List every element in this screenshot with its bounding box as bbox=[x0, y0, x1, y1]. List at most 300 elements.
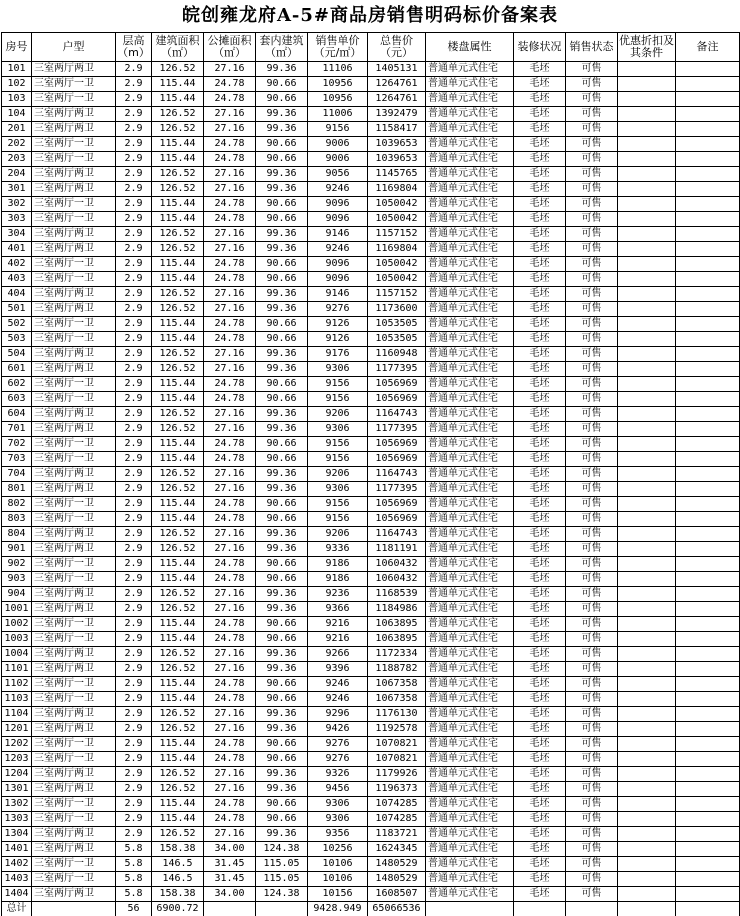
building-area-cell: 126.52 bbox=[152, 662, 204, 677]
remark-cell bbox=[676, 152, 740, 167]
property-type-cell: 普通单元式住宅 bbox=[426, 482, 514, 497]
inner-area-cell: 124.38 bbox=[256, 887, 308, 902]
layout-cell: 三室两厅一卫 bbox=[32, 752, 116, 767]
sale-status-cell: 可售 bbox=[566, 422, 618, 437]
discount-cell bbox=[618, 137, 676, 152]
floor-height-cell: 2.9 bbox=[116, 752, 152, 767]
decoration-cell: 毛坯 bbox=[514, 437, 566, 452]
inner-area-cell: 90.66 bbox=[256, 497, 308, 512]
unit-price-cell: 9096 bbox=[308, 272, 368, 287]
decoration-cell: 毛坯 bbox=[514, 122, 566, 137]
shared-area-cell: 24.78 bbox=[204, 737, 256, 752]
layout-cell: 三室两厅两卫 bbox=[32, 662, 116, 677]
remark-cell bbox=[676, 767, 740, 782]
floor-height-cell: 2.9 bbox=[116, 302, 152, 317]
unit-price-cell: 9246 bbox=[308, 182, 368, 197]
decoration-cell: 毛坯 bbox=[514, 317, 566, 332]
layout-cell: 三室两厅一卫 bbox=[32, 632, 116, 647]
building-area-cell: 115.44 bbox=[152, 812, 204, 827]
floor-height-cell: 2.9 bbox=[116, 392, 152, 407]
property-type-cell: 普通单元式住宅 bbox=[426, 167, 514, 182]
table-row bbox=[2, 497, 740, 512]
remark-cell bbox=[676, 377, 740, 392]
property-type-cell: 普通单元式住宅 bbox=[426, 92, 514, 107]
decoration-cell: 毛坯 bbox=[514, 857, 566, 872]
total-cell bbox=[256, 902, 308, 916]
inner-area-cell: 90.66 bbox=[256, 632, 308, 647]
sale-status-cell: 可售 bbox=[566, 677, 618, 692]
floor-height-cell: 2.9 bbox=[116, 362, 152, 377]
total-price-cell: 1160948 bbox=[368, 347, 426, 362]
decoration-cell: 毛坯 bbox=[514, 452, 566, 467]
sale-status-cell: 可售 bbox=[566, 437, 618, 452]
sale-status-cell: 可售 bbox=[566, 737, 618, 752]
room-number-cell: 1304 bbox=[2, 827, 32, 842]
room-number-cell: 503 bbox=[2, 332, 32, 347]
inner-area-cell: 99.36 bbox=[256, 107, 308, 122]
discount-cell bbox=[618, 152, 676, 167]
room-number-cell: 804 bbox=[2, 527, 32, 542]
total-price-cell: 1405131 bbox=[368, 62, 426, 77]
discount-cell bbox=[618, 752, 676, 767]
total-price-cell: 1157152 bbox=[368, 287, 426, 302]
remark-cell bbox=[676, 227, 740, 242]
unit-price-cell: 9006 bbox=[308, 152, 368, 167]
layout-cell: 三室两厅两卫 bbox=[32, 482, 116, 497]
col-header-total-price: 总售价（元） bbox=[368, 33, 426, 62]
total-price-cell: 1168539 bbox=[368, 587, 426, 602]
remark-cell bbox=[676, 827, 740, 842]
decoration-cell: 毛坯 bbox=[514, 872, 566, 887]
total-label: 总计 bbox=[2, 902, 32, 916]
room-number-cell: 1103 bbox=[2, 692, 32, 707]
shared-area-cell: 24.78 bbox=[204, 617, 256, 632]
total-price-cell: 1050042 bbox=[368, 257, 426, 272]
unit-price-cell: 9246 bbox=[308, 677, 368, 692]
sale-status-cell: 可售 bbox=[566, 632, 618, 647]
remark-cell bbox=[676, 182, 740, 197]
table-row bbox=[2, 392, 740, 407]
discount-cell bbox=[618, 812, 676, 827]
inner-area-cell: 99.36 bbox=[256, 302, 308, 317]
total-price-cell: 1063895 bbox=[368, 632, 426, 647]
col-header-unit-price: 销售单价（元/㎡） bbox=[308, 33, 368, 62]
decoration-cell: 毛坯 bbox=[514, 527, 566, 542]
room-number-cell: 302 bbox=[2, 197, 32, 212]
unit-price-cell: 9306 bbox=[308, 797, 368, 812]
building-area-cell: 115.44 bbox=[152, 437, 204, 452]
building-area-cell: 126.52 bbox=[152, 122, 204, 137]
building-area-cell: 115.44 bbox=[152, 257, 204, 272]
layout-cell: 三室两厅两卫 bbox=[32, 782, 116, 797]
shared-area-cell: 27.16 bbox=[204, 167, 256, 182]
property-type-cell: 普通单元式住宅 bbox=[426, 842, 514, 857]
shared-area-cell: 27.16 bbox=[204, 662, 256, 677]
remark-cell bbox=[676, 872, 740, 887]
inner-area-cell: 99.36 bbox=[256, 347, 308, 362]
decoration-cell: 毛坯 bbox=[514, 572, 566, 587]
table-row bbox=[2, 842, 740, 857]
col-header-decoration: 装修状况 bbox=[514, 33, 566, 62]
col-header-building-area: 建筑面积（㎡） bbox=[152, 33, 204, 62]
floor-height-cell: 2.9 bbox=[116, 287, 152, 302]
total-cell bbox=[32, 902, 116, 916]
table-row bbox=[2, 407, 740, 422]
inner-area-cell: 90.66 bbox=[256, 317, 308, 332]
layout-cell: 三室两厅一卫 bbox=[32, 137, 116, 152]
room-number-cell: 103 bbox=[2, 92, 32, 107]
discount-cell bbox=[618, 827, 676, 842]
total-building-area: 6900.72 bbox=[152, 902, 204, 916]
discount-cell bbox=[618, 542, 676, 557]
discount-cell bbox=[618, 332, 676, 347]
floor-height-cell: 2.9 bbox=[116, 122, 152, 137]
shared-area-cell: 27.16 bbox=[204, 782, 256, 797]
discount-cell bbox=[618, 872, 676, 887]
sale-status-cell: 可售 bbox=[566, 467, 618, 482]
col-header-remark: 备注 bbox=[676, 33, 740, 62]
room-number-cell: 603 bbox=[2, 392, 32, 407]
unit-price-cell: 10956 bbox=[308, 92, 368, 107]
unit-price-cell: 9156 bbox=[308, 452, 368, 467]
table-row bbox=[2, 542, 740, 557]
remark-cell bbox=[676, 332, 740, 347]
sale-status-cell: 可售 bbox=[566, 62, 618, 77]
building-area-cell: 126.52 bbox=[152, 362, 204, 377]
total-cell bbox=[676, 902, 740, 916]
shared-area-cell: 27.16 bbox=[204, 527, 256, 542]
discount-cell bbox=[618, 887, 676, 902]
discount-cell bbox=[618, 317, 676, 332]
building-area-cell: 115.44 bbox=[152, 272, 204, 287]
layout-cell: 三室两厅一卫 bbox=[32, 497, 116, 512]
shared-area-cell: 31.45 bbox=[204, 872, 256, 887]
sale-status-cell: 可售 bbox=[566, 122, 618, 137]
col-header-layout: 户型 bbox=[32, 33, 116, 62]
unit-price-cell: 9156 bbox=[308, 512, 368, 527]
shared-area-cell: 24.78 bbox=[204, 797, 256, 812]
building-area-cell: 146.5 bbox=[152, 857, 204, 872]
unit-price-cell: 11006 bbox=[308, 107, 368, 122]
table-row bbox=[2, 227, 740, 242]
room-number-cell: 802 bbox=[2, 497, 32, 512]
floor-height-cell: 2.9 bbox=[116, 662, 152, 677]
remark-cell bbox=[676, 722, 740, 737]
building-area-cell: 126.52 bbox=[152, 707, 204, 722]
total-cell bbox=[514, 902, 566, 916]
inner-area-cell: 115.05 bbox=[256, 857, 308, 872]
total-price-cell: 1039653 bbox=[368, 137, 426, 152]
total-price-cell: 1179926 bbox=[368, 767, 426, 782]
property-type-cell: 普通单元式住宅 bbox=[426, 662, 514, 677]
remark-cell bbox=[676, 707, 740, 722]
discount-cell bbox=[618, 482, 676, 497]
decoration-cell: 毛坯 bbox=[514, 212, 566, 227]
total-floor-height: 56 bbox=[116, 902, 152, 916]
shared-area-cell: 27.16 bbox=[204, 542, 256, 557]
shared-area-cell: 27.16 bbox=[204, 707, 256, 722]
decoration-cell: 毛坯 bbox=[514, 887, 566, 902]
unit-price-cell: 9186 bbox=[308, 557, 368, 572]
layout-cell: 三室两厅两卫 bbox=[32, 407, 116, 422]
remark-cell bbox=[676, 437, 740, 452]
total-price-cell: 1196373 bbox=[368, 782, 426, 797]
discount-cell bbox=[618, 407, 676, 422]
building-area-cell: 115.44 bbox=[152, 737, 204, 752]
decoration-cell: 毛坯 bbox=[514, 92, 566, 107]
shared-area-cell: 27.16 bbox=[204, 287, 256, 302]
table-row bbox=[2, 182, 740, 197]
table-row bbox=[2, 467, 740, 482]
total-price-cell: 1050042 bbox=[368, 197, 426, 212]
discount-cell bbox=[618, 692, 676, 707]
total-price-cell: 1169804 bbox=[368, 182, 426, 197]
unit-price-cell: 9306 bbox=[308, 422, 368, 437]
floor-height-cell: 2.9 bbox=[116, 632, 152, 647]
layout-cell: 三室两厅一卫 bbox=[32, 257, 116, 272]
table-row bbox=[2, 152, 740, 167]
shared-area-cell: 24.78 bbox=[204, 557, 256, 572]
layout-cell: 三室两厅一卫 bbox=[32, 272, 116, 287]
shared-area-cell: 24.78 bbox=[204, 512, 256, 527]
shared-area-cell: 24.78 bbox=[204, 77, 256, 92]
floor-height-cell: 2.9 bbox=[116, 347, 152, 362]
unit-price-cell: 9206 bbox=[308, 407, 368, 422]
remark-cell bbox=[676, 257, 740, 272]
table-row bbox=[2, 332, 740, 347]
property-type-cell: 普通单元式住宅 bbox=[426, 497, 514, 512]
property-type-cell: 普通单元式住宅 bbox=[426, 422, 514, 437]
unit-price-cell: 9096 bbox=[308, 257, 368, 272]
remark-cell bbox=[676, 617, 740, 632]
layout-cell: 三室两厅两卫 bbox=[32, 647, 116, 662]
inner-area-cell: 90.66 bbox=[256, 452, 308, 467]
room-number-cell: 1204 bbox=[2, 767, 32, 782]
layout-cell: 三室两厅一卫 bbox=[32, 857, 116, 872]
table-row bbox=[2, 557, 740, 572]
layout-cell: 三室两厅一卫 bbox=[32, 692, 116, 707]
unit-price-cell: 9156 bbox=[308, 377, 368, 392]
total-price-cell: 1067358 bbox=[368, 677, 426, 692]
total-price-cell: 1172334 bbox=[368, 647, 426, 662]
decoration-cell: 毛坯 bbox=[514, 347, 566, 362]
decoration-cell: 毛坯 bbox=[514, 782, 566, 797]
building-area-cell: 115.44 bbox=[152, 677, 204, 692]
property-type-cell: 普通单元式住宅 bbox=[426, 197, 514, 212]
building-area-cell: 126.52 bbox=[152, 62, 204, 77]
property-type-cell: 普通单元式住宅 bbox=[426, 647, 514, 662]
building-area-cell: 126.52 bbox=[152, 287, 204, 302]
unit-price-cell: 9156 bbox=[308, 392, 368, 407]
table-row bbox=[2, 257, 740, 272]
table-row bbox=[2, 242, 740, 257]
property-type-cell: 普通单元式住宅 bbox=[426, 62, 514, 77]
layout-cell: 三室两厅两卫 bbox=[32, 542, 116, 557]
property-type-cell: 普通单元式住宅 bbox=[426, 212, 514, 227]
inner-area-cell: 90.66 bbox=[256, 437, 308, 452]
sale-status-cell: 可售 bbox=[566, 782, 618, 797]
building-area-cell: 115.44 bbox=[152, 317, 204, 332]
inner-area-cell: 99.36 bbox=[256, 647, 308, 662]
shared-area-cell: 24.78 bbox=[204, 332, 256, 347]
unit-price-cell: 9176 bbox=[308, 347, 368, 362]
floor-height-cell: 2.9 bbox=[116, 497, 152, 512]
building-area-cell: 115.44 bbox=[152, 512, 204, 527]
inner-area-cell: 99.36 bbox=[256, 482, 308, 497]
remark-cell bbox=[676, 662, 740, 677]
shared-area-cell: 24.78 bbox=[204, 212, 256, 227]
table-row bbox=[2, 377, 740, 392]
total-price-cell: 1158417 bbox=[368, 122, 426, 137]
total-price: 65066536 bbox=[368, 902, 426, 916]
sale-status-cell: 可售 bbox=[566, 527, 618, 542]
unit-price-cell: 10106 bbox=[308, 857, 368, 872]
shared-area-cell: 24.78 bbox=[204, 92, 256, 107]
discount-cell bbox=[618, 362, 676, 377]
total-price-cell: 1070821 bbox=[368, 752, 426, 767]
inner-area-cell: 115.05 bbox=[256, 872, 308, 887]
room-number-cell: 1403 bbox=[2, 872, 32, 887]
discount-cell bbox=[618, 77, 676, 92]
floor-height-cell: 2.9 bbox=[116, 422, 152, 437]
table-row bbox=[2, 62, 740, 77]
floor-height-cell: 2.9 bbox=[116, 707, 152, 722]
room-number-cell: 902 bbox=[2, 557, 32, 572]
room-number-cell: 701 bbox=[2, 422, 32, 437]
room-number-cell: 501 bbox=[2, 302, 32, 317]
inner-area-cell: 99.36 bbox=[256, 542, 308, 557]
total-price-cell: 1164743 bbox=[368, 407, 426, 422]
property-type-cell: 普通单元式住宅 bbox=[426, 347, 514, 362]
shared-area-cell: 24.78 bbox=[204, 677, 256, 692]
remark-cell bbox=[676, 647, 740, 662]
shared-area-cell: 27.16 bbox=[204, 62, 256, 77]
unit-price-cell: 9156 bbox=[308, 437, 368, 452]
room-number-cell: 604 bbox=[2, 407, 32, 422]
sale-status-cell: 可售 bbox=[566, 887, 618, 902]
table-row bbox=[2, 662, 740, 677]
remark-cell bbox=[676, 692, 740, 707]
remark-cell bbox=[676, 677, 740, 692]
building-area-cell: 115.44 bbox=[152, 557, 204, 572]
room-number-cell: 1004 bbox=[2, 647, 32, 662]
discount-cell bbox=[618, 767, 676, 782]
floor-height-cell: 2.9 bbox=[116, 437, 152, 452]
floor-height-cell: 2.9 bbox=[116, 452, 152, 467]
room-number-cell: 104 bbox=[2, 107, 32, 122]
building-area-cell: 126.52 bbox=[152, 482, 204, 497]
room-number-cell: 203 bbox=[2, 152, 32, 167]
remark-cell bbox=[676, 212, 740, 227]
building-area-cell: 115.44 bbox=[152, 452, 204, 467]
total-price-cell: 1050042 bbox=[368, 212, 426, 227]
sale-status-cell: 可售 bbox=[566, 827, 618, 842]
total-cell bbox=[566, 902, 618, 916]
inner-area-cell: 124.38 bbox=[256, 842, 308, 857]
remark-cell bbox=[676, 557, 740, 572]
inner-area-cell: 90.66 bbox=[256, 797, 308, 812]
inner-area-cell: 99.36 bbox=[256, 827, 308, 842]
total-price-cell: 1145765 bbox=[368, 167, 426, 182]
decoration-cell: 毛坯 bbox=[514, 677, 566, 692]
unit-price-cell: 9216 bbox=[308, 632, 368, 647]
sale-status-cell: 可售 bbox=[566, 107, 618, 122]
layout-cell: 三室两厅两卫 bbox=[32, 302, 116, 317]
decoration-cell: 毛坯 bbox=[514, 182, 566, 197]
table-row bbox=[2, 167, 740, 182]
shared-area-cell: 27.16 bbox=[204, 182, 256, 197]
property-type-cell: 普通单元式住宅 bbox=[426, 767, 514, 782]
unit-price-cell: 9296 bbox=[308, 707, 368, 722]
unit-price-cell: 9126 bbox=[308, 317, 368, 332]
property-type-cell: 普通单元式住宅 bbox=[426, 362, 514, 377]
remark-cell bbox=[676, 497, 740, 512]
table-row bbox=[2, 272, 740, 287]
col-header-room: 房号 bbox=[2, 33, 32, 62]
decoration-cell: 毛坯 bbox=[514, 482, 566, 497]
discount-cell bbox=[618, 572, 676, 587]
room-number-cell: 1404 bbox=[2, 887, 32, 902]
inner-area-cell: 99.36 bbox=[256, 407, 308, 422]
property-type-cell: 普通单元式住宅 bbox=[426, 257, 514, 272]
layout-cell: 三室两厅两卫 bbox=[32, 842, 116, 857]
sale-status-cell: 可售 bbox=[566, 77, 618, 92]
floor-height-cell: 2.9 bbox=[116, 377, 152, 392]
unit-price-cell: 9336 bbox=[308, 542, 368, 557]
remark-cell bbox=[676, 407, 740, 422]
sale-status-cell: 可售 bbox=[566, 767, 618, 782]
remark-cell bbox=[676, 467, 740, 482]
remark-cell bbox=[676, 542, 740, 557]
building-area-cell: 115.44 bbox=[152, 572, 204, 587]
unit-price-cell: 9216 bbox=[308, 617, 368, 632]
table-row bbox=[2, 767, 740, 782]
shared-area-cell: 27.16 bbox=[204, 302, 256, 317]
unit-price-cell: 9306 bbox=[308, 482, 368, 497]
remark-cell bbox=[676, 107, 740, 122]
remark-cell bbox=[676, 482, 740, 497]
shared-area-cell: 24.78 bbox=[204, 632, 256, 647]
room-number-cell: 401 bbox=[2, 242, 32, 257]
decoration-cell: 毛坯 bbox=[514, 332, 566, 347]
sale-status-cell: 可售 bbox=[566, 812, 618, 827]
building-area-cell: 126.52 bbox=[152, 587, 204, 602]
decoration-cell: 毛坯 bbox=[514, 62, 566, 77]
layout-cell: 三室两厅两卫 bbox=[32, 227, 116, 242]
sale-status-cell: 可售 bbox=[566, 572, 618, 587]
remark-cell bbox=[676, 122, 740, 137]
building-area-cell: 126.52 bbox=[152, 227, 204, 242]
total-price-cell: 1177395 bbox=[368, 362, 426, 377]
inner-area-cell: 99.36 bbox=[256, 242, 308, 257]
layout-cell: 三室两厅一卫 bbox=[32, 572, 116, 587]
room-number-cell: 303 bbox=[2, 212, 32, 227]
discount-cell bbox=[618, 437, 676, 452]
inner-area-cell: 90.66 bbox=[256, 617, 308, 632]
property-type-cell: 普通单元式住宅 bbox=[426, 182, 514, 197]
table-row bbox=[2, 92, 740, 107]
building-area-cell: 126.52 bbox=[152, 647, 204, 662]
shared-area-cell: 24.78 bbox=[204, 197, 256, 212]
remark-cell bbox=[676, 287, 740, 302]
shared-area-cell: 27.16 bbox=[204, 647, 256, 662]
total-price-cell: 1070821 bbox=[368, 737, 426, 752]
unit-price-cell: 10956 bbox=[308, 77, 368, 92]
layout-cell: 三室两厅两卫 bbox=[32, 887, 116, 902]
decoration-cell: 毛坯 bbox=[514, 707, 566, 722]
discount-cell bbox=[618, 212, 676, 227]
shared-area-cell: 27.16 bbox=[204, 467, 256, 482]
